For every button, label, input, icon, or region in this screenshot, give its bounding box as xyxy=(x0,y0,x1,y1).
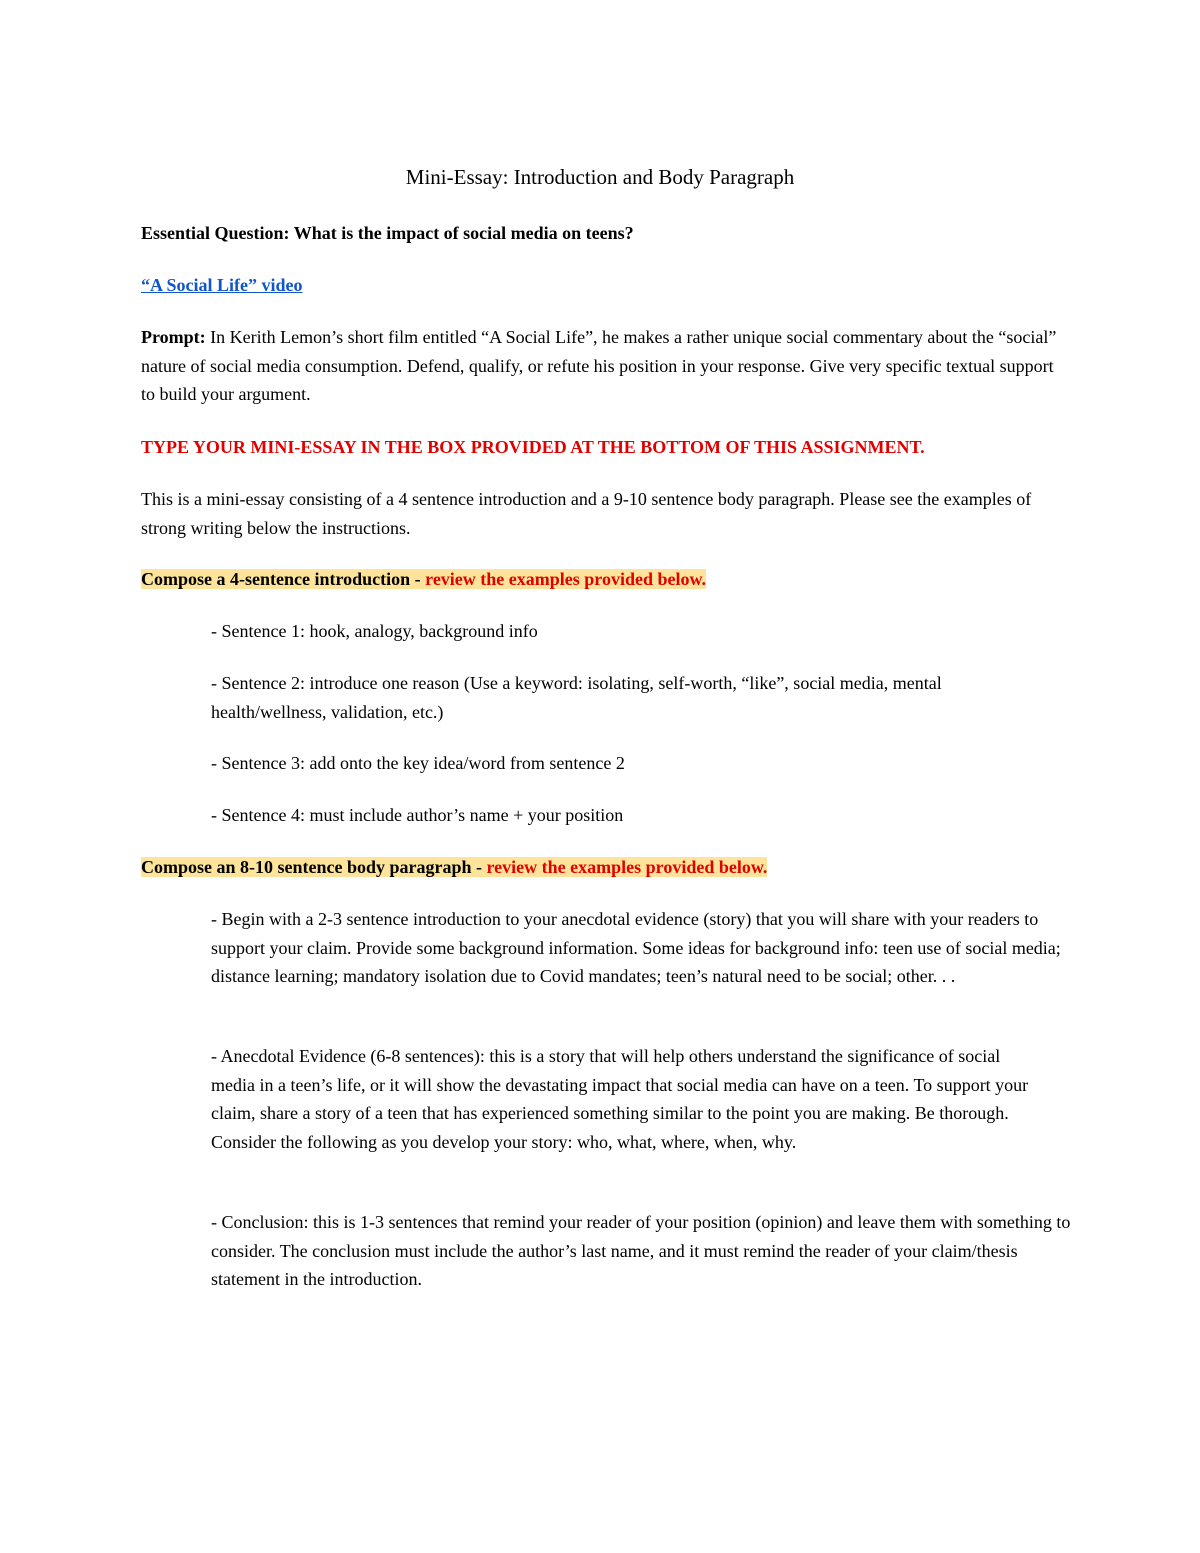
video-link[interactable]: “A Social Life” video xyxy=(141,275,303,295)
intro-heading-text: Compose a 4-sentence introduction - xyxy=(141,569,426,589)
body-review-note: review the examples provided below. xyxy=(486,857,768,877)
video-link-line xyxy=(141,271,1071,300)
prompt-paragraph xyxy=(141,323,1066,409)
red-instruction: TYPE YOUR MINI-ESSAY IN THE BOX PROVIDED AT THE BOTTOM OF THIS ASSIGNMENT. xyxy=(141,437,925,457)
body-heading-text: Compose an 8-10 sentence body paragraph - xyxy=(141,857,487,877)
body-item-2: - Anecdotal Evidence (6-8 sentences): this is a story that will help others understand the significance of social media in a teen’s life, or it will show the devastating impact that social media can have on a teen. To support your claim, share a story of a teen that has experienced something similar to the point you are making. Be thorough. Consider the following as you develop your story: who, what, where, when, why. xyxy=(211,1046,1029,1152)
prompt-text: In Kerith Lemon’s short film entitled “A Social Life”, he makes a rather unique social commentary about the “social” nature of social media consumption. Defend, qualify, or refute his position in your response. Give very specific textual support to build your argument. xyxy=(141,327,1057,404)
page-title: Mini-Essay: Introduction and Body Paragraph xyxy=(405,165,795,189)
intro-item-1: - Sentence 1: hook, analogy, background info xyxy=(211,621,538,641)
intro-heading-highlight xyxy=(141,569,706,589)
body-heading xyxy=(141,853,1071,882)
intro-heading xyxy=(141,565,1071,594)
intro-item-3: - Sentence 3: add onto the key idea/word from sentence 2 xyxy=(211,753,625,773)
intro-review-note: review the examples provided below. xyxy=(425,569,706,589)
body-heading-highlight xyxy=(141,857,767,877)
essential-question: Essential Question: What is the impact of social media on teens? xyxy=(141,223,634,243)
prompt-label: Prompt: xyxy=(141,327,206,347)
body-item-3: - Conclusion: this is 1-3 sentences that remind your reader of your position (opinion) and leave them with something to consider. The conclusion must include the author’s last name, and it must remind the reader of your claim/thesis statement in the introduction. xyxy=(211,1212,1071,1289)
intro-item-2: - Sentence 2: introduce one reason (Use a keyword: isolating, self-worth, “like”, social media, mental health/wellness, validation, etc.) xyxy=(211,673,942,722)
intro-item-4: - Sentence 4: must include author’s name + your position xyxy=(211,805,624,825)
intro-text: This is a mini-essay consisting of a 4 sentence introduction and a 9-10 sentence body paragraph. Please see the examples of strong writing below the instructions. xyxy=(141,489,1032,538)
body-item-1: - Begin with a 2-3 sentence introduction to your anecdotal evidence (story) that you will share with your readers to support your claim. Provide some background information. Some ideas for background info: teen use of social media; distance learning; mandatory isolation due to Covid mandates; teen’s natural need to be social; other. . . xyxy=(211,909,1061,986)
